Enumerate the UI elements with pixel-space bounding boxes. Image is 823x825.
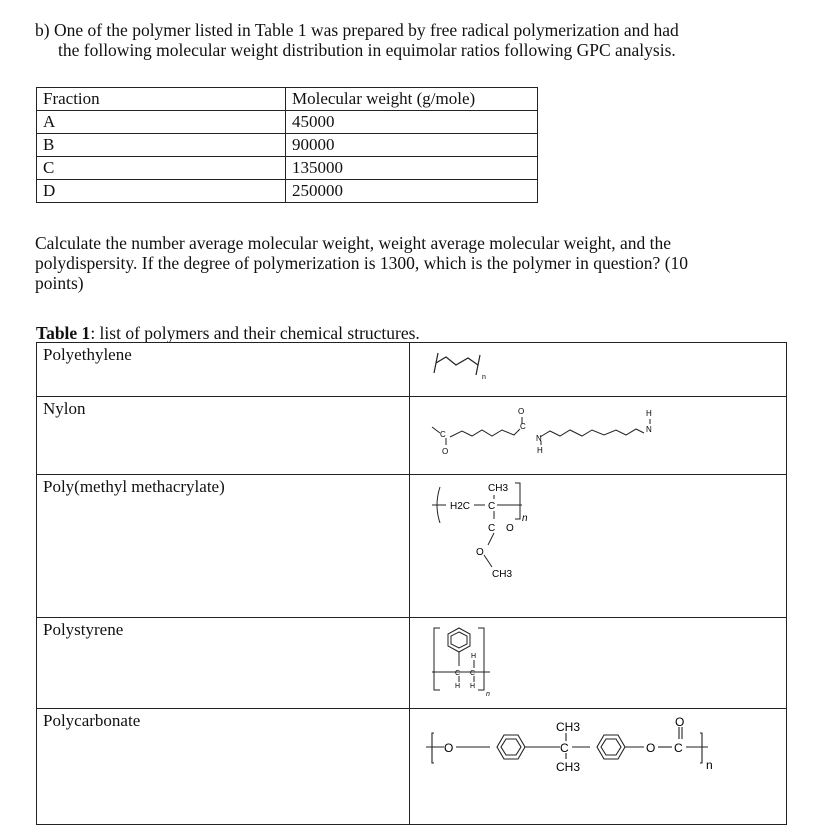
- mw-cell: 45000: [286, 111, 538, 134]
- intro-line-2: the following molecular weight distribution in equimolar ratios following GPC analysis.: [58, 40, 676, 60]
- svg-text:CH3: CH3: [492, 569, 513, 580]
- polymer-name: Polystyrene: [37, 618, 410, 709]
- repeat-n-label: n: [482, 374, 486, 381]
- table-row: [37, 618, 787, 709]
- polymer-name: Polyethylene: [37, 343, 410, 397]
- svg-text:C: C: [674, 741, 683, 755]
- polymer-structure: [410, 618, 787, 709]
- svg-text:O: O: [476, 547, 484, 558]
- polystyrene-structure-icon: [410, 618, 786, 703]
- svg-text:C: C: [440, 430, 446, 439]
- polymer-name: Polycarbonate: [37, 709, 410, 825]
- intro-line-1: b) One of the polymer listed in Table 1 was prepared by free radical polymerization and had: [35, 20, 679, 40]
- fraction-cell: A: [37, 111, 286, 134]
- table-row: [37, 475, 787, 618]
- svg-text:O: O: [646, 741, 656, 755]
- fraction-cell: C: [37, 157, 286, 180]
- polyethylene-structure-icon: [410, 343, 786, 391]
- svg-text:n: n: [706, 758, 713, 772]
- polymer-name: Poly(methyl methacrylate): [37, 475, 410, 618]
- table-row: [37, 180, 538, 203]
- svg-text:N: N: [646, 425, 652, 434]
- svg-text:CH3: CH3: [556, 760, 581, 774]
- svg-text:n: n: [522, 513, 528, 524]
- svg-text:O: O: [506, 523, 514, 534]
- svg-text:C: C: [520, 422, 526, 431]
- svg-text:O: O: [442, 447, 449, 456]
- svg-text:H2C: H2C: [450, 501, 471, 512]
- svg-text:H: H: [646, 409, 652, 418]
- nylon-structure-icon: [410, 397, 786, 469]
- svg-text:C: C: [560, 741, 569, 755]
- polymer-structure: [410, 343, 787, 397]
- gpc-table: [36, 87, 538, 203]
- table-row: [37, 134, 538, 157]
- part-label: b): [35, 20, 50, 40]
- table-row: [37, 709, 787, 825]
- polymer-name: Nylon: [37, 397, 410, 475]
- table-row: [37, 111, 538, 134]
- mw-cell: 135000: [286, 157, 538, 180]
- polycarbonate-structure-icon: [410, 709, 786, 819]
- header-molecular-weight: Molecular weight (g/mole): [286, 88, 538, 111]
- pmma-structure-icon: [410, 475, 786, 612]
- polymer-structure: [410, 475, 787, 618]
- svg-text:H: H: [470, 683, 476, 690]
- table1-caption: Table 1: list of polymers and their chemical structures.: [36, 323, 420, 343]
- svg-text:O: O: [444, 741, 454, 755]
- header-fraction: Fraction: [37, 88, 286, 111]
- polymer-table: [36, 342, 787, 825]
- svg-text:H: H: [455, 683, 461, 690]
- gpc-header-row: [37, 88, 538, 111]
- svg-text:C: C: [455, 670, 461, 677]
- caption-label: Table 1: [36, 323, 91, 343]
- svg-text:C: C: [470, 670, 476, 677]
- svg-text:C: C: [488, 501, 496, 512]
- table-row: [37, 397, 787, 475]
- fraction-cell: B: [37, 134, 286, 157]
- fraction-cell: D: [37, 180, 286, 203]
- mw-cell: 250000: [286, 180, 538, 203]
- svg-text:O: O: [518, 407, 525, 416]
- question-intro: [35, 20, 805, 60]
- svg-text:C: C: [488, 523, 496, 534]
- mw-cell: 90000: [286, 134, 538, 157]
- table-row: [37, 343, 787, 397]
- svg-text:H: H: [537, 446, 543, 455]
- polymer-structure: [410, 397, 787, 475]
- svg-text:CH3: CH3: [556, 720, 581, 734]
- svg-text:CH3: CH3: [488, 483, 509, 494]
- svg-text:N: N: [536, 434, 542, 443]
- svg-text:O: O: [675, 715, 685, 729]
- svg-text:n: n: [486, 691, 490, 698]
- table-row: [37, 157, 538, 180]
- polymer-structure: [410, 709, 787, 825]
- question-task: Calculate the number average molecular weight, weight average molecular weight, and the polydispersity. If the degree of polymerization is 1300, which is the polymer in question? (10 points): [35, 233, 689, 293]
- svg-text:H: H: [471, 653, 477, 660]
